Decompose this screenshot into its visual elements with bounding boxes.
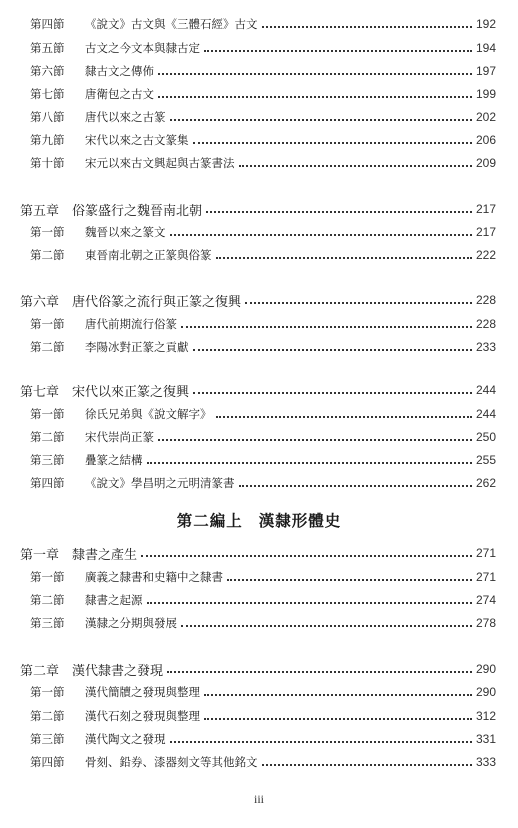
- section-number: 第一節: [30, 225, 65, 239]
- chapter-title: 唐代俗篆之流行與正篆之復興: [72, 294, 242, 310]
- section-title: 徐氏兄弟與《說文解字》: [85, 407, 212, 421]
- section-title: 《說文》古文與《三體石經》古文: [85, 17, 258, 31]
- dot-leader: [193, 142, 472, 144]
- page-ref: 222: [475, 248, 496, 262]
- section-title: 唐衛包之古文: [85, 87, 154, 101]
- section-number: 第一節: [30, 407, 65, 421]
- section-title: 《說文》學昌明之元明清篆書: [85, 476, 235, 490]
- section-number: 第七節: [30, 87, 65, 101]
- page-ref: 217: [475, 225, 496, 239]
- dot-leader: [193, 392, 472, 394]
- section-number: 第二節: [30, 248, 65, 262]
- section-title: 唐代前期流行俗篆: [85, 317, 177, 331]
- section-number: 第三節: [30, 453, 65, 467]
- page-ref: 192: [475, 17, 496, 31]
- toc-section-row[interactable]: [30, 404, 496, 424]
- dot-leader: [262, 26, 472, 28]
- toc-section-row[interactable]: [30, 245, 496, 265]
- chapter-number: 第一章: [20, 547, 60, 563]
- toc-chapter-row[interactable]: [20, 380, 496, 400]
- page-ref: 209: [475, 156, 496, 170]
- chapter-title: 隸書之產生: [72, 547, 138, 563]
- page-ref: 244: [475, 407, 496, 421]
- page-ref: 278: [475, 616, 496, 630]
- dot-leader: [216, 416, 472, 418]
- page-ref: 228: [475, 293, 496, 307]
- toc-chapter-row[interactable]: [20, 199, 496, 219]
- dot-leader: [158, 96, 472, 98]
- page-ref: 244: [475, 383, 496, 397]
- dot-leader: [239, 165, 472, 167]
- toc-section-row[interactable]: [30, 590, 496, 610]
- page-ref: 233: [475, 340, 496, 354]
- section-number: 第五節: [30, 41, 65, 55]
- page-ref: 194: [475, 41, 496, 55]
- toc-section-row[interactable]: [30, 427, 496, 447]
- section-title: 唐代以來之古篆: [85, 110, 166, 124]
- toc-section-row[interactable]: [30, 61, 496, 81]
- dot-leader: [181, 326, 472, 328]
- section-title: 隸古文之傳佈: [85, 64, 154, 78]
- section-title: 宋代崇尚正篆: [85, 430, 154, 444]
- page-ref: 255: [475, 453, 496, 467]
- dot-leader: [170, 234, 472, 236]
- chapter-title: 宋代以來正篆之復興: [72, 384, 190, 400]
- section-number: 第四節: [30, 17, 65, 31]
- toc-section-row[interactable]: [30, 450, 496, 470]
- page-ref: 290: [475, 662, 496, 676]
- page-ref: 197: [475, 64, 496, 78]
- section-number: 第一節: [30, 685, 65, 699]
- dot-leader: [147, 462, 472, 464]
- section-title: 漢代簡牘之發現與整理: [85, 685, 200, 699]
- page-ref: 199: [475, 87, 496, 101]
- section-number: 第二節: [30, 709, 65, 723]
- toc-section-row[interactable]: [30, 706, 496, 726]
- toc-section-row[interactable]: [30, 153, 496, 173]
- part-heading: [0, 509, 518, 531]
- toc-chapter-row[interactable]: [20, 659, 496, 679]
- toc-section-row[interactable]: [30, 314, 496, 334]
- page-ref: 331: [475, 732, 496, 746]
- dot-leader: [204, 50, 472, 52]
- section-title: 骨刻、鉛券、漆器刻文等其他銘文: [85, 755, 258, 769]
- dot-leader: [181, 625, 472, 627]
- section-number: 第三節: [30, 732, 65, 746]
- page-ref: 271: [475, 546, 496, 560]
- section-number: 第九節: [30, 133, 65, 147]
- chapter-number: 第七章: [20, 384, 60, 400]
- page-ref: 333: [475, 755, 496, 769]
- dot-leader: [147, 602, 472, 604]
- dot-leader: [216, 257, 472, 259]
- toc-section-row[interactable]: [30, 130, 496, 150]
- section-number: 第二節: [30, 593, 65, 607]
- dot-leader: [245, 302, 472, 304]
- section-number: 第一節: [30, 317, 65, 331]
- page-ref: 262: [475, 476, 496, 490]
- toc-section-row[interactable]: [30, 14, 496, 34]
- toc-section-row[interactable]: [30, 473, 496, 493]
- page-ref: 250: [475, 430, 496, 444]
- page-ref: 312: [475, 709, 496, 723]
- section-title: 疊篆之結構: [85, 453, 143, 467]
- dot-leader: [239, 485, 472, 487]
- toc-section-row[interactable]: [30, 567, 496, 587]
- section-number: 第二節: [30, 340, 65, 354]
- dot-leader: [167, 671, 472, 673]
- section-number: 第四節: [30, 755, 65, 769]
- toc-section-row[interactable]: [30, 752, 496, 772]
- section-number: 第三節: [30, 616, 65, 630]
- section-title: 隸書之起源: [85, 593, 143, 607]
- section-title: 李陽冰對正篆之貢獻: [85, 340, 189, 354]
- section-number: 第八節: [30, 110, 65, 124]
- chapter-number: 第五章: [20, 203, 60, 219]
- part-label: 第二編上: [176, 512, 243, 530]
- chapter-title: 漢代隸書之發現: [72, 663, 164, 679]
- page-number: iii: [253, 792, 264, 806]
- dot-leader: [170, 119, 472, 121]
- page-ref: 206: [475, 133, 496, 147]
- dot-leader: [262, 764, 472, 766]
- toc-section-row[interactable]: [30, 38, 496, 58]
- dot-leader: [204, 718, 472, 720]
- dot-leader: [141, 555, 472, 557]
- section-number: 第十節: [30, 156, 65, 170]
- toc-chapter-row[interactable]: [20, 543, 496, 563]
- section-title: 古文之今文本與隸古定: [85, 41, 200, 55]
- dot-leader: [193, 349, 472, 351]
- section-number: 第四節: [30, 476, 65, 490]
- dot-leader: [204, 694, 472, 696]
- section-number: 第二節: [30, 430, 65, 444]
- chapter-number: 第六章: [20, 294, 60, 310]
- chapter-number: 第二章: [20, 663, 60, 679]
- toc-section-row[interactable]: [30, 107, 496, 127]
- dot-leader: [158, 73, 472, 75]
- toc-section-row[interactable]: [30, 84, 496, 104]
- part-title: 漢隸形體史: [258, 512, 342, 530]
- dot-leader: [158, 439, 472, 441]
- page-ref: 274: [475, 593, 496, 607]
- page-ref: 271: [475, 570, 496, 584]
- section-title: 漢代陶文之發現: [85, 732, 166, 746]
- section-title: 宋元以來古文興起與古篆書法: [85, 156, 235, 170]
- section-title: 漢隸之分期與發展: [85, 616, 177, 630]
- dot-leader: [206, 211, 472, 213]
- section-title: 漢代石刻之發現與整理: [85, 709, 200, 723]
- toc-section-row[interactable]: [30, 729, 496, 749]
- page-ref: 202: [475, 110, 496, 124]
- dot-leader: [227, 579, 472, 581]
- section-title: 廣義之隸書和史籍中之隸書: [85, 570, 223, 584]
- toc-section-row[interactable]: [30, 337, 496, 357]
- section-title: 魏晉以來之篆文: [85, 225, 166, 239]
- section-title: 東晉南北朝之正篆與俗篆: [85, 248, 212, 262]
- section-title: 宋代以來之古文篆集: [85, 133, 189, 147]
- toc-chapter-row[interactable]: [20, 290, 496, 310]
- toc-section-row[interactable]: [30, 613, 496, 633]
- chapter-title: 俗篆盛行之魏晉南北朝: [72, 203, 203, 219]
- section-number: 第六節: [30, 64, 65, 78]
- dot-leader: [170, 741, 472, 743]
- page-ref: 228: [475, 317, 496, 331]
- toc-section-row[interactable]: [30, 222, 496, 242]
- section-number: 第一節: [30, 570, 65, 584]
- page-ref: 217: [475, 202, 496, 216]
- page-ref: 290: [475, 685, 496, 699]
- toc-section-row[interactable]: [30, 682, 496, 702]
